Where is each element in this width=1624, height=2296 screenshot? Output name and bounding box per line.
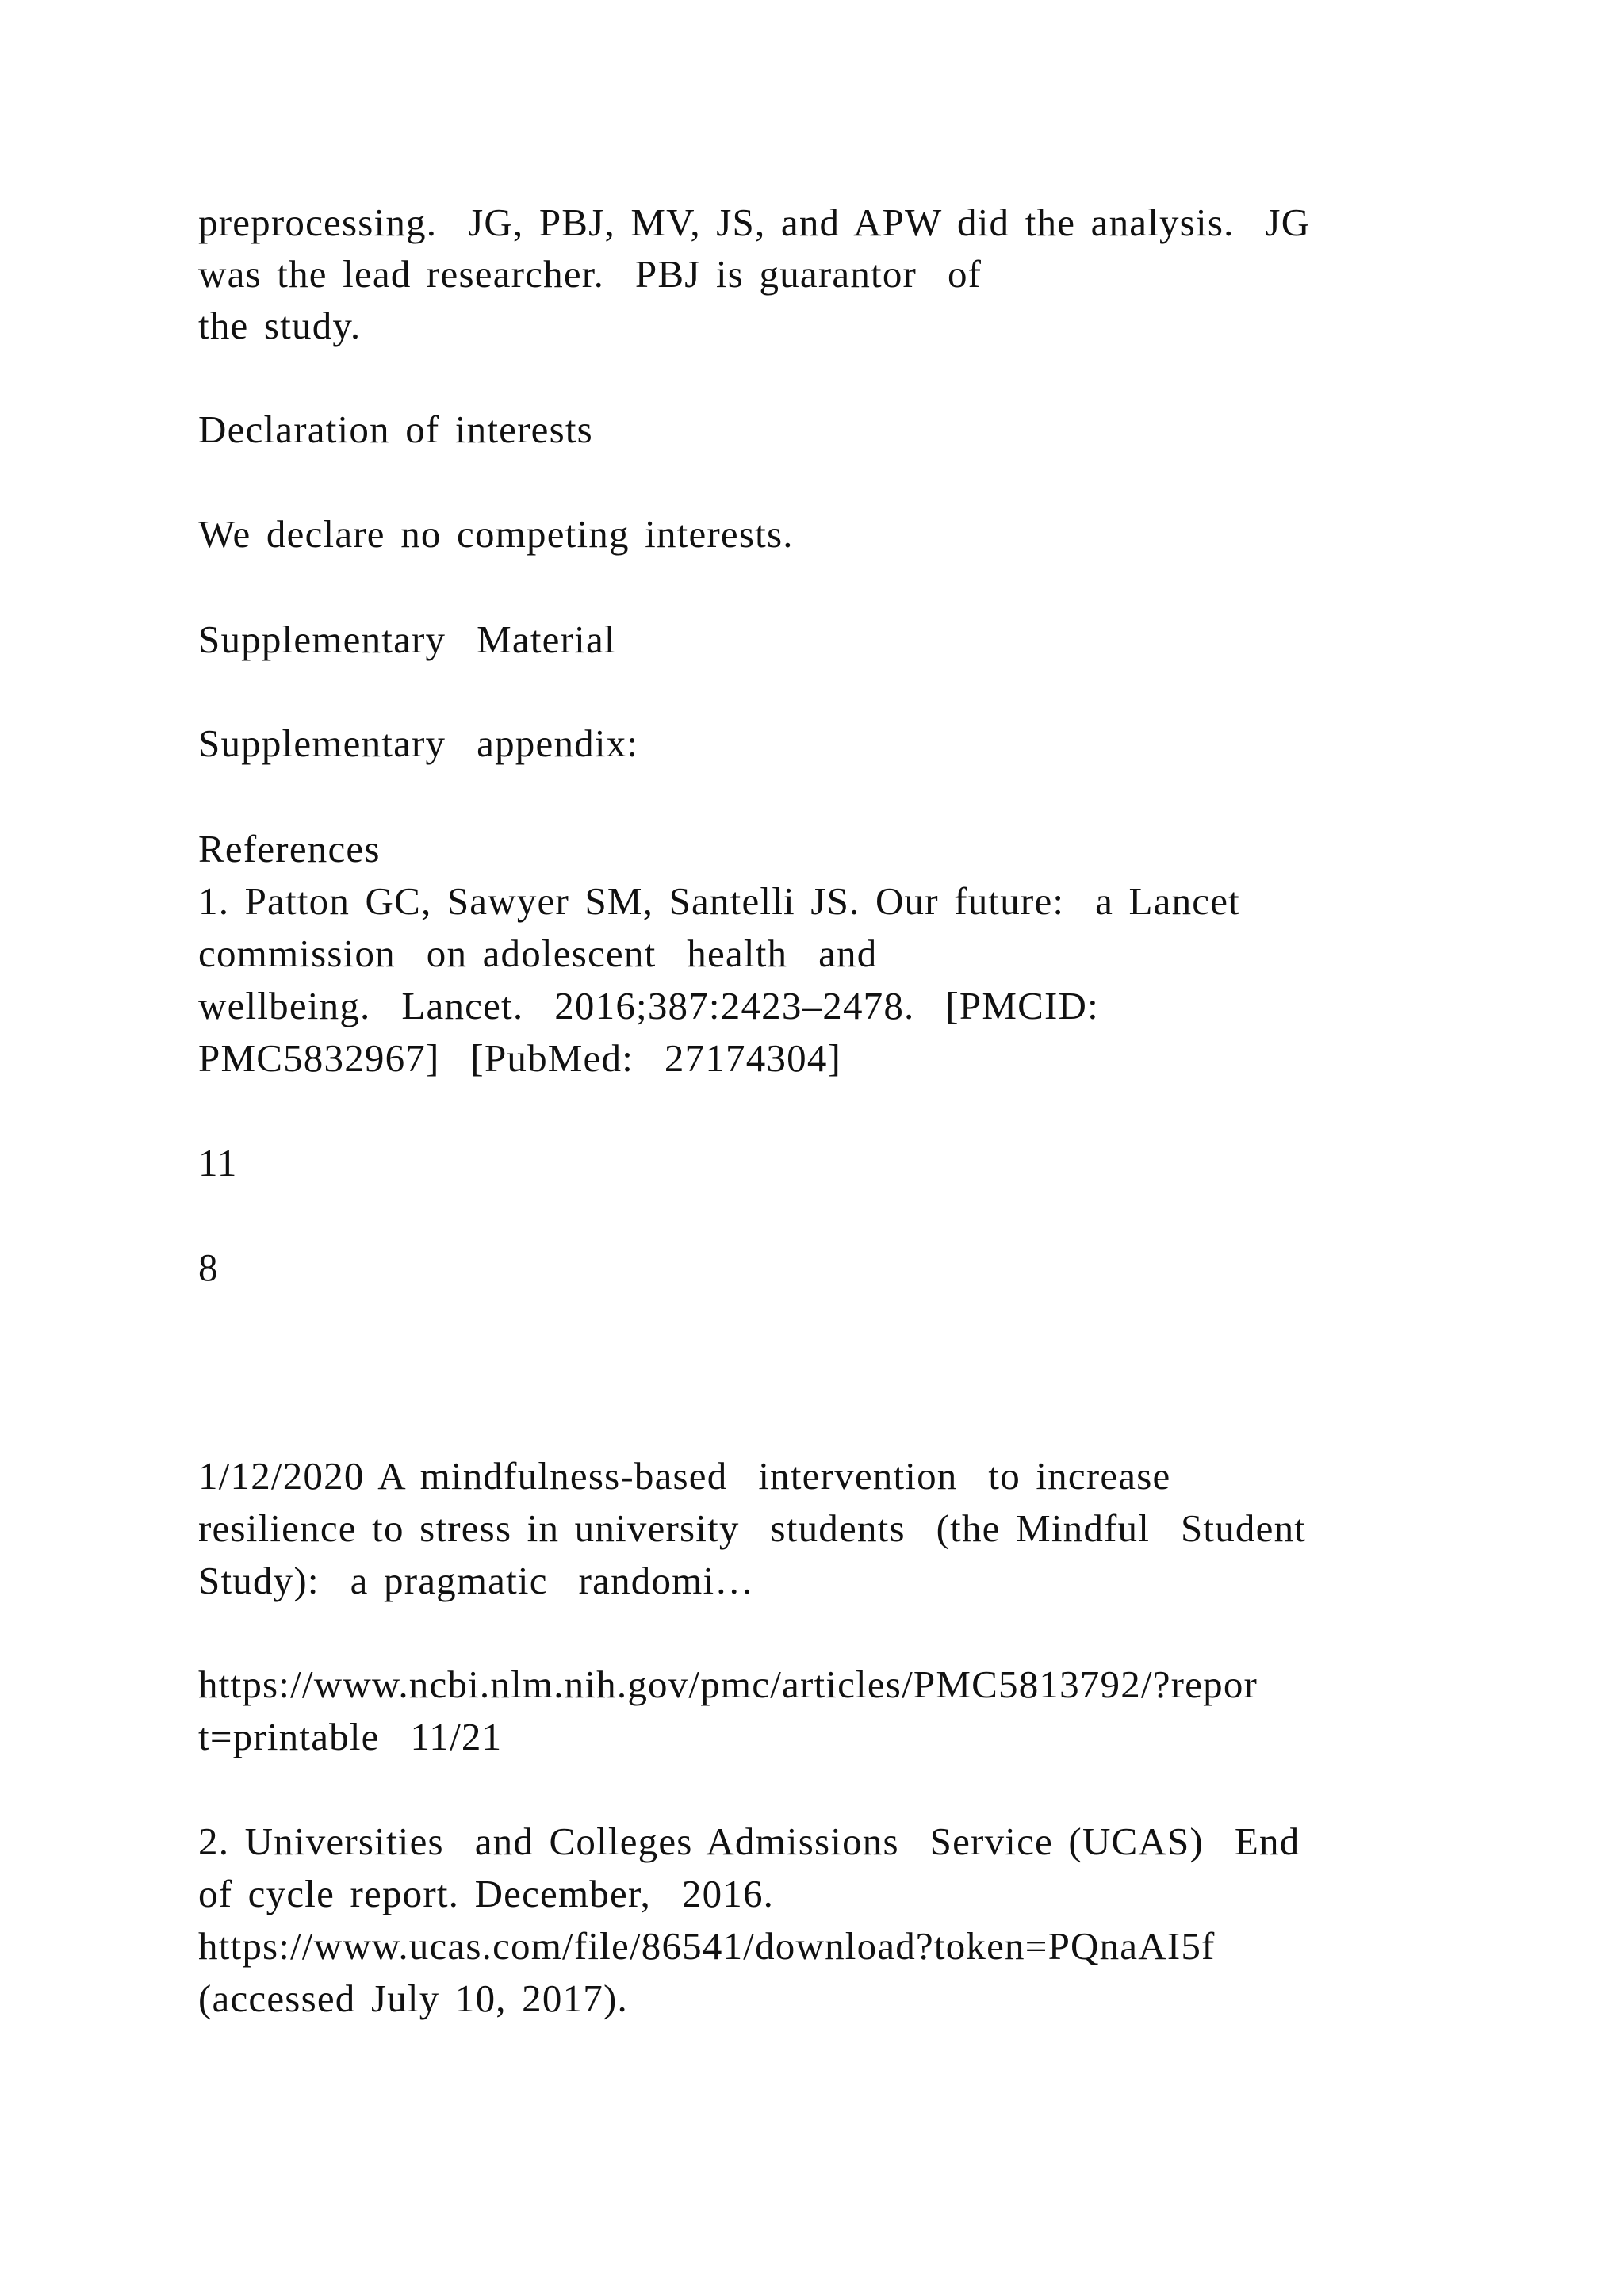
text-line: resilience to stress in university students (the Mindful Student xyxy=(198,1506,1307,1550)
text-line: of cycle report. December, 2016. xyxy=(198,1872,775,1915)
page-number: 8 xyxy=(198,1246,219,1289)
url-line: t=printable 11/21 xyxy=(198,1715,503,1758)
text-line: 1. Patton GC, Sawyer SM, Santelli JS. Our future: a Lancet xyxy=(198,879,1240,923)
text-line: wellbeing. Lancet. 2016;387:2423–2478. [PMCID: xyxy=(198,984,1099,1027)
text-line: was the lead researcher. PBJ is guarantor of xyxy=(198,252,982,296)
text-line: 1/12/2020 A mindfulness-based intervention to increase xyxy=(198,1454,1171,1498)
supplementary-heading: Supplementary Material xyxy=(198,618,616,661)
text-line: the study. xyxy=(198,304,362,347)
text-line: commission on adolescent health and xyxy=(198,932,878,975)
text-line: (accessed July 10, 2017). xyxy=(198,1976,628,2020)
text-line: PMC5832967] [PubMed: 27174304] xyxy=(198,1036,842,1080)
text-line: Study): a pragmatic randomi… xyxy=(198,1559,755,1602)
page-number: 11 xyxy=(198,1141,238,1184)
supplementary-appendix: Supplementary appendix: xyxy=(198,721,639,765)
text-line: preprocessing. JG, PBJ, MV, JS, and APW did the analysis. JG xyxy=(198,201,1311,244)
text-line: 2. Universities and Colleges Admissions Service (UCAS) End xyxy=(198,1820,1300,1863)
references-heading: References xyxy=(198,827,381,871)
url-line: https://www.ncbi.nlm.nih.gov/pmc/articles/PMC5813792/?repor xyxy=(198,1663,1258,1706)
declaration-heading: Declaration of interests xyxy=(198,408,593,451)
declaration-text: We declare no competing interests. xyxy=(198,512,794,556)
text-line: https://www.ucas.com/file/86541/download?token=PQnaAI5f xyxy=(198,1924,1216,1968)
